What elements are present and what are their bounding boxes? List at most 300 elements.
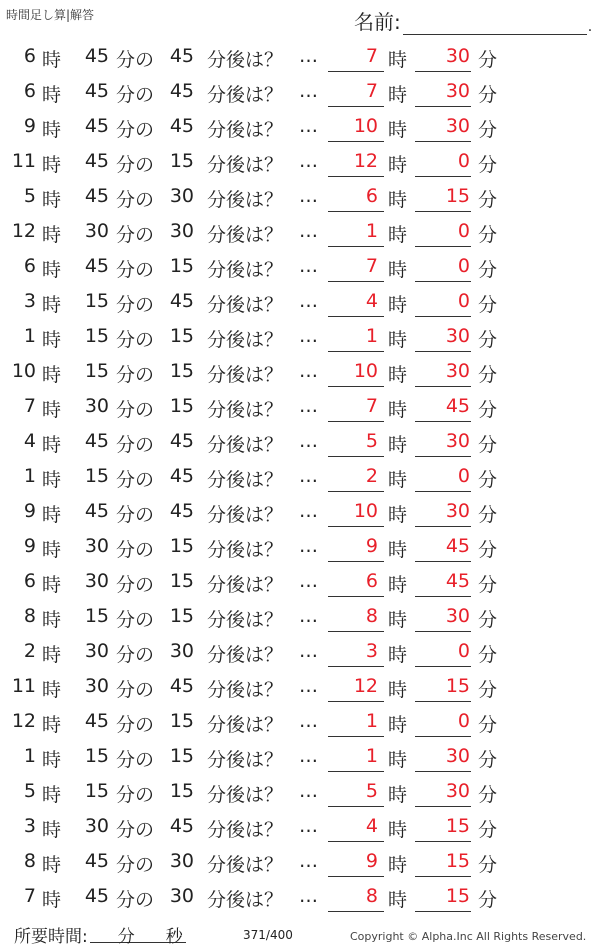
answer-hour: 1 [365, 220, 378, 242]
answer-minute: 30 [445, 325, 470, 347]
copyright-notice: Copyright © Alpha.Inc All Rights Reserved. [350, 930, 587, 943]
answer-hour-label: 時 [388, 364, 408, 386]
answer-minute-label: 分 [478, 539, 498, 561]
added-minutes: 15 [169, 780, 194, 802]
after-question: 分後は？ [207, 504, 284, 526]
answer-hour-underline [328, 456, 384, 457]
start-hour: 8 [23, 605, 36, 627]
answer-hour: 7 [365, 255, 378, 277]
added-minutes: 15 [169, 570, 194, 592]
answer-hour-underline [328, 736, 384, 737]
answer-minute: 15 [445, 850, 470, 872]
problem-row [0, 703, 600, 738]
start-hour: 6 [23, 570, 36, 592]
minute-of-label: 分の [116, 539, 155, 561]
problem-row [0, 318, 600, 353]
answer-minute-underline [415, 491, 471, 492]
problem-row [0, 388, 600, 423]
start-hour: 2 [23, 640, 36, 662]
after-question: 分後は？ [207, 469, 284, 491]
after-question: 分後は？ [207, 84, 284, 106]
answer-hour-underline [328, 631, 384, 632]
answer-hour-underline [328, 841, 384, 842]
answer-hour-label: 時 [388, 399, 408, 421]
after-question: 分後は？ [207, 679, 284, 701]
answer-minute-underline [415, 666, 471, 667]
answer-minute-label: 分 [478, 189, 498, 211]
answer-minute: 45 [445, 570, 470, 592]
start-hour: 8 [23, 850, 36, 872]
minute-of-label: 分の [116, 574, 155, 596]
ellipsis: … [299, 360, 318, 382]
answer-hour-label: 時 [388, 329, 408, 351]
answer-hour-underline [328, 491, 384, 492]
answer-hour: 12 [353, 675, 378, 697]
answer-minute-underline [415, 736, 471, 737]
ellipsis: … [299, 605, 318, 627]
page-header-title: 時間足し算|解答 [6, 8, 95, 22]
hour-label: 時 [42, 364, 62, 386]
answer-hour: 2 [365, 465, 378, 487]
added-minutes: 45 [169, 815, 194, 837]
hour-label: 時 [42, 49, 62, 71]
hour-label: 時 [42, 609, 62, 631]
hour-label: 時 [42, 644, 62, 666]
added-minutes: 15 [169, 745, 194, 767]
start-minute: 15 [84, 605, 109, 627]
answer-hour-underline [328, 876, 384, 877]
answer-hour-label: 時 [388, 259, 408, 281]
minute-of-label: 分の [116, 819, 155, 841]
answer-minute-underline [415, 71, 471, 72]
name-field[interactable] [354, 6, 592, 35]
answer-minute: 30 [445, 360, 470, 382]
answer-hour-label: 時 [388, 644, 408, 666]
minute-of-label: 分の [116, 854, 155, 876]
after-question: 分後は？ [207, 119, 284, 141]
start-hour: 9 [23, 535, 36, 557]
answer-minute-underline [415, 701, 471, 702]
problem-row [0, 563, 600, 598]
start-minute: 45 [84, 80, 109, 102]
answer-minute-label: 分 [478, 399, 498, 421]
answer-minute-underline [415, 911, 471, 912]
answer-hour-label: 時 [388, 539, 408, 561]
minute-of-label: 分の [116, 259, 155, 281]
start-minute: 15 [84, 290, 109, 312]
added-minutes: 30 [169, 640, 194, 662]
answer-minute-label: 分 [478, 714, 498, 736]
answer-minute-label: 分 [478, 224, 498, 246]
added-minutes: 15 [169, 360, 194, 382]
after-question: 分後は？ [207, 329, 284, 351]
answer-minute-underline [415, 841, 471, 842]
hour-label: 時 [42, 504, 62, 526]
answer-hour-label: 時 [388, 84, 408, 106]
answer-minute-label: 分 [478, 609, 498, 631]
start-hour: 3 [23, 290, 36, 312]
answer-hour-underline [328, 141, 384, 142]
after-question: 分後は？ [207, 364, 284, 386]
answer-minute: 0 [457, 255, 470, 277]
answer-hour-label: 時 [388, 749, 408, 771]
start-minute: 30 [84, 535, 109, 557]
start-minute: 45 [84, 885, 109, 907]
hour-label: 時 [42, 539, 62, 561]
ellipsis: … [299, 430, 318, 452]
name-label: 名前: [354, 10, 401, 34]
start-hour: 9 [23, 500, 36, 522]
ellipsis: … [299, 115, 318, 137]
answer-minute: 30 [445, 780, 470, 802]
start-minute: 45 [84, 185, 109, 207]
minute-of-label: 分の [116, 364, 155, 386]
minute-of-label: 分の [116, 784, 155, 806]
answer-minute: 30 [445, 115, 470, 137]
answer-hour-underline [328, 561, 384, 562]
start-minute: 45 [84, 115, 109, 137]
answer-hour: 7 [365, 80, 378, 102]
start-hour: 7 [23, 395, 36, 417]
start-hour: 7 [23, 885, 36, 907]
start-minute: 30 [84, 675, 109, 697]
answer-minute-underline [415, 876, 471, 877]
minute-of-label: 分の [116, 749, 155, 771]
after-question: 分後は？ [207, 854, 284, 876]
answer-hour: 1 [365, 710, 378, 732]
minute-of-label: 分の [116, 434, 155, 456]
answer-hour-label: 時 [388, 784, 408, 806]
answer-minute: 15 [445, 675, 470, 697]
answer-hour-underline [328, 211, 384, 212]
problem-row [0, 808, 600, 843]
problem-row [0, 493, 600, 528]
answer-hour-underline [328, 71, 384, 72]
start-hour: 12 [11, 710, 36, 732]
start-hour: 3 [23, 815, 36, 837]
answer-hour-label: 時 [388, 574, 408, 596]
answer-hour: 8 [365, 885, 378, 907]
answer-minute-underline [415, 561, 471, 562]
after-question: 分後は？ [207, 189, 284, 211]
start-hour: 10 [11, 360, 36, 382]
answer-minute-underline [415, 526, 471, 527]
added-minutes: 15 [169, 150, 194, 172]
start-minute: 45 [84, 45, 109, 67]
answer-hour: 7 [365, 395, 378, 417]
minute-of-label: 分の [116, 224, 155, 246]
hour-label: 時 [42, 749, 62, 771]
answer-hour-label: 時 [388, 504, 408, 526]
hour-label: 時 [42, 784, 62, 806]
added-minutes: 15 [169, 605, 194, 627]
hour-label: 時 [42, 469, 62, 491]
ellipsis: … [299, 325, 318, 347]
ellipsis: … [299, 885, 318, 907]
after-question: 分後は？ [207, 574, 284, 596]
ellipsis: … [299, 535, 318, 557]
problem-row [0, 283, 600, 318]
start-minute: 45 [84, 255, 109, 277]
minute-of-label: 分の [116, 329, 155, 351]
minute-of-label: 分の [116, 609, 155, 631]
added-minutes: 45 [169, 675, 194, 697]
problem-list [0, 38, 600, 913]
added-minutes: 45 [169, 500, 194, 522]
elapsed-time-label: 所要時間: [14, 927, 88, 947]
answer-hour: 4 [365, 290, 378, 312]
ellipsis: … [299, 395, 318, 417]
answer-hour-label: 時 [388, 854, 408, 876]
answer-minute-label: 分 [478, 84, 498, 106]
answer-minute-label: 分 [478, 259, 498, 281]
start-minute: 45 [84, 430, 109, 452]
answer-hour-underline [328, 106, 384, 107]
answer-hour-label: 時 [388, 224, 408, 246]
answer-minute-label: 分 [478, 819, 498, 841]
problem-row [0, 108, 600, 143]
problem-row [0, 528, 600, 563]
ellipsis: … [299, 640, 318, 662]
hour-label: 時 [42, 154, 62, 176]
answer-minute-underline [415, 386, 471, 387]
problem-row [0, 458, 600, 493]
minute-of-label: 分の [116, 469, 155, 491]
answer-minute-underline [415, 421, 471, 422]
answer-hour: 1 [365, 325, 378, 347]
answer-minute-underline [415, 106, 471, 107]
answer-minute-label: 分 [478, 294, 498, 316]
answer-minute-underline [415, 631, 471, 632]
ellipsis: … [299, 185, 318, 207]
ellipsis: … [299, 675, 318, 697]
after-question: 分後は？ [207, 224, 284, 246]
minute-of-label: 分の [116, 189, 155, 211]
minute-of-label: 分の [116, 679, 155, 701]
hour-label: 時 [42, 84, 62, 106]
minute-of-label: 分の [116, 644, 155, 666]
answer-hour: 8 [365, 605, 378, 627]
after-question: 分後は？ [207, 609, 284, 631]
answer-minute-underline [415, 351, 471, 352]
answer-hour-label: 時 [388, 679, 408, 701]
ellipsis: … [299, 465, 318, 487]
minute-of-label: 分の [116, 504, 155, 526]
added-minutes: 30 [169, 885, 194, 907]
answer-minute: 45 [445, 395, 470, 417]
answer-minute: 0 [457, 465, 470, 487]
added-minutes: 15 [169, 255, 194, 277]
answer-hour-underline [328, 806, 384, 807]
ellipsis: … [299, 500, 318, 522]
minute-of-label: 分の [116, 399, 155, 421]
minute-of-label: 分の [116, 154, 155, 176]
answer-minute: 45 [445, 535, 470, 557]
start-hour: 6 [23, 255, 36, 277]
start-minute: 30 [84, 220, 109, 242]
added-minutes: 45 [169, 430, 194, 452]
answer-hour-underline [328, 316, 384, 317]
after-question: 分後は？ [207, 259, 284, 281]
answer-minute: 15 [445, 185, 470, 207]
problem-row [0, 353, 600, 388]
problem-row [0, 178, 600, 213]
answer-minute-underline [415, 281, 471, 282]
problem-row [0, 878, 600, 913]
answer-minute-underline [415, 316, 471, 317]
problem-row [0, 248, 600, 283]
answer-hour: 6 [365, 570, 378, 592]
after-question: 分後は？ [207, 819, 284, 841]
answer-minute-label: 分 [478, 784, 498, 806]
added-minutes: 15 [169, 535, 194, 557]
answer-hour: 5 [365, 430, 378, 452]
answer-hour: 4 [365, 815, 378, 837]
start-minute: 15 [84, 745, 109, 767]
ellipsis: … [299, 290, 318, 312]
start-minute: 45 [84, 850, 109, 872]
answer-hour-label: 時 [388, 434, 408, 456]
after-question: 分後は？ [207, 154, 284, 176]
answer-hour-label: 時 [388, 154, 408, 176]
answer-minute-underline [415, 456, 471, 457]
start-hour: 11 [11, 150, 36, 172]
answer-minute: 15 [445, 815, 470, 837]
answer-minute-label: 分 [478, 329, 498, 351]
answer-minute-underline [415, 246, 471, 247]
elapsed-time-underline[interactable] [90, 922, 186, 947]
ellipsis: … [299, 780, 318, 802]
answer-minute: 0 [457, 640, 470, 662]
problem-row [0, 143, 600, 178]
after-question: 分後は？ [207, 749, 284, 771]
answer-hour: 6 [365, 185, 378, 207]
answer-minute: 30 [445, 745, 470, 767]
after-question: 分後は？ [207, 889, 284, 911]
problem-row [0, 843, 600, 878]
answer-hour: 3 [365, 640, 378, 662]
answer-hour-label: 時 [388, 294, 408, 316]
name-dot: . [587, 19, 593, 35]
answer-hour: 12 [353, 150, 378, 172]
start-minute: 45 [84, 150, 109, 172]
minute-of-label: 分の [116, 889, 155, 911]
ellipsis: … [299, 850, 318, 872]
after-question: 分後は？ [207, 644, 284, 666]
answer-minute-underline [415, 141, 471, 142]
start-hour: 1 [23, 325, 36, 347]
answer-hour-label: 時 [388, 714, 408, 736]
added-minutes: 30 [169, 220, 194, 242]
added-minutes: 45 [169, 80, 194, 102]
added-minutes: 45 [169, 115, 194, 137]
ellipsis: … [299, 80, 318, 102]
minute-of-label: 分の [116, 714, 155, 736]
added-minutes: 15 [169, 395, 194, 417]
added-minutes: 45 [169, 290, 194, 312]
answer-minute: 0 [457, 290, 470, 312]
ellipsis: … [299, 710, 318, 732]
minute-unit: 分 [117, 927, 135, 947]
start-hour: 5 [23, 780, 36, 802]
added-minutes: 15 [169, 710, 194, 732]
answer-hour-label: 時 [388, 609, 408, 631]
problem-row [0, 38, 600, 73]
added-minutes: 45 [169, 45, 194, 67]
answer-hour: 9 [365, 535, 378, 557]
answer-hour: 1 [365, 745, 378, 767]
answer-minute: 0 [457, 220, 470, 242]
answer-minute-label: 分 [478, 644, 498, 666]
start-minute: 30 [84, 815, 109, 837]
start-hour: 1 [23, 745, 36, 767]
answer-hour-label: 時 [388, 189, 408, 211]
hour-label: 時 [42, 119, 62, 141]
answer-minute-label: 分 [478, 434, 498, 456]
problem-row [0, 73, 600, 108]
answer-minute: 30 [445, 500, 470, 522]
elapsed-time-field [14, 922, 186, 947]
start-minute: 30 [84, 570, 109, 592]
hour-label: 時 [42, 294, 62, 316]
answer-minute-label: 分 [478, 154, 498, 176]
answer-minute: 0 [457, 150, 470, 172]
answer-minute: 30 [445, 45, 470, 67]
answer-hour-label: 時 [388, 469, 408, 491]
answer-hour-underline [328, 421, 384, 422]
hour-label: 時 [42, 399, 62, 421]
hour-label: 時 [42, 434, 62, 456]
minute-of-label: 分の [116, 84, 155, 106]
problem-row [0, 633, 600, 668]
start-minute: 45 [84, 710, 109, 732]
ellipsis: … [299, 815, 318, 837]
minute-of-label: 分の [116, 294, 155, 316]
answer-hour-underline [328, 701, 384, 702]
answer-hour-label: 時 [388, 819, 408, 841]
hour-label: 時 [42, 889, 62, 911]
name-underline[interactable] [403, 12, 587, 35]
start-hour: 12 [11, 220, 36, 242]
start-hour: 11 [11, 675, 36, 697]
answer-hour: 9 [365, 850, 378, 872]
after-question: 分後は？ [207, 539, 284, 561]
hour-label: 時 [42, 679, 62, 701]
answer-hour: 10 [353, 500, 378, 522]
start-minute: 15 [84, 465, 109, 487]
after-question: 分後は？ [207, 399, 284, 421]
answer-minute-label: 分 [478, 504, 498, 526]
ellipsis: … [299, 745, 318, 767]
answer-hour-underline [328, 281, 384, 282]
answer-hour: 10 [353, 360, 378, 382]
answer-minute: 0 [457, 710, 470, 732]
answer-minute-underline [415, 211, 471, 212]
problem-row [0, 598, 600, 633]
answer-hour: 10 [353, 115, 378, 137]
after-question: 分後は？ [207, 714, 284, 736]
answer-hour-underline [328, 351, 384, 352]
answer-hour-underline [328, 176, 384, 177]
answer-hour-underline [328, 911, 384, 912]
start-hour: 5 [23, 185, 36, 207]
hour-label: 時 [42, 854, 62, 876]
added-minutes: 30 [169, 850, 194, 872]
added-minutes: 15 [169, 325, 194, 347]
answer-minute-label: 分 [478, 49, 498, 71]
start-minute: 30 [84, 395, 109, 417]
after-question: 分後は？ [207, 784, 284, 806]
